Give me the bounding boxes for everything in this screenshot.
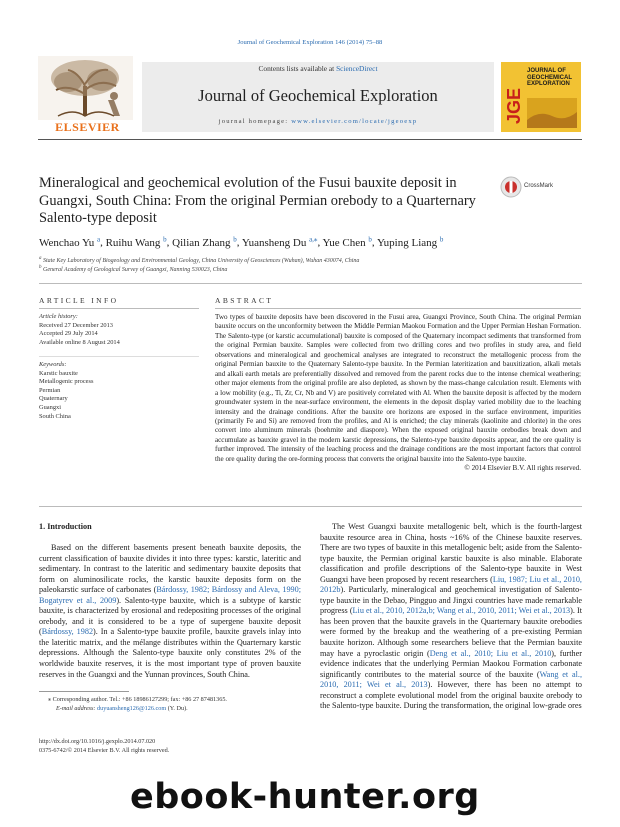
citation-link[interactable]: Liu et al., 2010, 2012a,b; Wang et al., 2010, 2011; Wei et al., 2013	[352, 606, 571, 616]
keyword: Guangxi	[39, 403, 62, 411]
intro-column-left	[39, 543, 301, 680]
email-link[interactable]: duyuansheng126@126.com	[97, 705, 167, 712]
author-affiliation-mark[interactable]: b	[233, 235, 237, 243]
abstract-copyright: © 2014 Elsevier B.V. All rights reserved.	[464, 464, 581, 473]
citation-link[interactable]: Liu, 1987; Liu et al., 2010, 2012b	[320, 574, 582, 595]
elsevier-tree-logo	[38, 56, 133, 130]
body-text: ). In a Salento-type bauxite profile, bauxite gravels inlay into the lateritic matrix, and the mélange distributes within the Quarternary karstic depressions. Although the Salento-type bauxite only constitutes 2% of the worldwide bauxite reserves, it is the most important type of proven bauxite reserves in the Guangxi and the Yunnan provinces, South China.	[39, 627, 301, 679]
watermark-text: ebook-hunter.org	[130, 777, 480, 817]
keywords-list: Keywords: Karstic bauxite Metallogenic process Permian Quaternary Guangxi South China	[39, 361, 199, 421]
author-name[interactable]: Ruihu Wang $^b$	[105, 235, 167, 249]
contents-line: Contents lists available at ScienceDirect	[258, 64, 378, 73]
body-text: Based on the different basements present beneath bauxite deposits, the current classification of bauxite divides it into three types: karstic, lateritic and sedimentary. In contrast to the lateritic and sedimentary bauxite deposits that form on aluminosilicate rocks, the karstic bauxite deposits form on the paleokarstic surface of carbonates (	[39, 543, 301, 595]
header-rule	[38, 139, 582, 140]
crossmark-label[interactable]: CrossMark	[524, 183, 554, 189]
body-text: ). Particularly, mineralogical and geochemical investigation of Salento-type bauxite in the Debao, Pingguo and Jingxi countries have made remarkable progress (	[320, 585, 582, 616]
article-history: Article history: Received 27 December 2013 Accepted 29 July 2014 Available online 8 August 2014	[39, 313, 120, 346]
body-text: ). It has been proven that the bauxite gravels in the Quarternary bauxite orebodies were formed by the breakup and the weathering of a pre-existing Permian bauxite horizon. Although some researchers believe that the Permian bauxite may have a pyroclastic origin (	[320, 606, 583, 658]
doi-link[interactable]: http://dx.doi.org/10.1016/j.gexplo.2014.07.020	[39, 738, 156, 745]
body-text: ). Salento-type bauxite, which is a subtype of karstic bauxite, is characterized by erosional and redepositing processes of the original orebody, and it is considered to be a type of supergene bauxite deposit (	[39, 595, 301, 637]
author-affiliation-mark[interactable]: b	[163, 235, 167, 243]
abstract-heading: ABSTRACT	[215, 296, 274, 305]
body-text: ), further evidence indicates that the underlying Permian Maokou Formation carbonate significantly contributes to the material source of the bauxite (	[320, 648, 583, 679]
footnote-rule	[39, 691, 129, 692]
intro-column-right	[320, 522, 582, 712]
section-heading-introduction: 1. Introduction	[39, 522, 92, 531]
keyword: South China	[39, 412, 71, 420]
author-name[interactable]: Yuping Liang $^b$	[376, 235, 444, 249]
article-title: Mineralogical and geochemical evolution of the Fusui bauxite deposit in Guangxi, South China: From the original Permian orebody to a Quarternary Salento-type deposit	[39, 175, 476, 226]
keyword: Quaternary	[39, 395, 68, 403]
citation-link[interactable]: Bárdossy, 1982; Bárdossy and Aleva, 1990; Bogatyrev et al., 2009	[39, 585, 301, 605]
body-text: The West Guangxi bauxite metallogenic belt, which is the fourth-largest bauxite resource area in China, hosts ~16% of the Chinese bauxite reserves. There are two types of bauxite in this metallogenic belt; aside from the Salento-type bauxite, the Permian original karstic bauxite is also minable. Elaborate classification and profile descriptions of the Salento-type bauxite in West Guangxi have been proposed by recent researchers (	[320, 522, 582, 584]
citation-link[interactable]: Deng et al., 2010; Liu et al., 2010	[429, 648, 552, 658]
author-list: Wenchao Yu $^a$, Ruihu Wang $^b$, Qilian Zhang $^b$, Yuansheng Du $^{a,⁎}$, Yue Chen $^b$, Yuping Liang $^b$	[39, 235, 444, 249]
issn-line: 0375-6742/© 2014 Elsevier B.V. All rights reserved.	[39, 747, 170, 754]
corresponding-author-note: ⁎ Corresponding author. Tel.: +86 18986127299; fax: +86 27 87481365.	[48, 696, 227, 703]
affiliation-a: $^a$ State Key Laboratory of Biogeology and Environmental Geology, China University of Geosciences (Wuhan), Wuhan 430074, China	[39, 256, 360, 264]
author-name[interactable]: Qilian Zhang $^b$	[172, 235, 237, 249]
info-rule	[39, 308, 199, 309]
author-name[interactable]: Yuansheng Du $^{a,⁎}$	[241, 235, 318, 249]
journal-homepage: journal homepage: www.elsevier.com/locate/jgeoexp	[218, 118, 418, 125]
author-affiliation-mark[interactable]: b	[439, 235, 444, 243]
homepage-link[interactable]: www.elsevier.com/locate/jgeoexp	[291, 118, 418, 125]
journal-title: Journal of Geochemical Exploration	[198, 86, 438, 105]
cover-title: JOURNAL OF GEOCHEMICAL EXPLORATION	[527, 68, 572, 87]
email-note: E-mail address: duyuansheng126@126.com (Y. Du).	[56, 705, 188, 712]
author-affiliation-mark[interactable]: b	[368, 235, 372, 243]
article-info-heading: ARTICLE INFO	[39, 296, 119, 305]
cover-abbrev: JGE	[504, 87, 524, 124]
author-name[interactable]: Yue Chen $^b$	[322, 235, 372, 249]
affiliation-rule	[39, 283, 582, 284]
abstract-body: Two types of bauxite deposits have been discovered in the Fusui area, Guangxi Province, South China. The original Permian bauxite occurs on the unconformity between the Middle Permian Maokou Formation and the Upper Permian Heshan Formation. The Salento-type (or karstic accumulational) bauxite is composed of the Quaternary incompact sediments that transformed from the original Permian bauxite. Samples were collected from two drilling cores and two profiles in study area, and field observations and mineralogical and geochemical analyses are integrated to reconstruct the metallogenic process from the original Permian bauxite to the Quaternary Salento-type bauxite. In the Permian lateritization and bauxitization, alkali metals and alkali earth metals are preferentially dissolved and removed from the parent rocks due to the intense chemical weathering; other major elements from the original profile are also depleted, as shown by the mass-change calculation result. Elements with a low mobility (e.g., Ti, Zr, Cr, Nb and V) are positively correlated with Al. When the bauxite deposit is affected by the modern groundwater system in the near-surface environment, the elements in the deposit display varied mobility due to the leaching intensity and the drainage conditions. After the bauxite ore horizons are exposed in the surface environment, impurities (primarily Fe and Si) are removed from the profiles, and Al is enriched; the clay minerals (kaolinite and chlorite) in the ores convert into aluminum minerals (boehmite and diaspore). When the exposed original bauxite orebodies break down and accumulate as bauxite gravel in the modern karstic depressions, the Salento-type bauxite deposits appear, and the ore quality is further improved. The intensity of the leaching process and the drainage conditions are the most important factors that control the ore quality during the ore-forming process that converts the original bauxite into the Salento-type bauxite. © 2014 Elsevier B.V. All rights reserved.	[215, 313, 581, 473]
keyword: Metallogenic process	[39, 378, 94, 386]
affiliation-b: $^b$ General Academy of Geological Survey of Guangxi, Nanning 530023, China	[39, 265, 228, 273]
keyword: Permian	[39, 386, 61, 394]
keywords-rule	[39, 356, 199, 357]
body-text: ). However, there has been no attempt to reconstruct a complete evolutional model from the original bauxite orebody to the Salento-type bauxite. During the transformation, the original low-grade ores	[320, 680, 582, 711]
elsevier-wordmark: ELSEVIER	[55, 120, 120, 134]
keyword: Karstic bauxite	[39, 369, 78, 377]
citation-link[interactable]: Wang et al., 2010, 2011; Wei et al., 2013	[320, 669, 582, 690]
author-name[interactable]: Wenchao Yu $^a$	[39, 235, 101, 249]
journal-cover-thumbnail	[501, 62, 581, 132]
abstract-bottom-rule	[39, 506, 582, 507]
citation-link[interactable]: Bárdossy, 1982	[41, 627, 94, 637]
sciencedirect-link[interactable]: ScienceDirect	[336, 64, 378, 73]
author-affiliation-mark[interactable]: a,⁎	[309, 235, 318, 243]
journal-citation[interactable]: Journal of Geochemical Exploration 146 (2014) 75–88	[237, 39, 383, 46]
author-affiliation-mark[interactable]: a	[96, 235, 101, 243]
abstract-rule	[215, 308, 581, 309]
